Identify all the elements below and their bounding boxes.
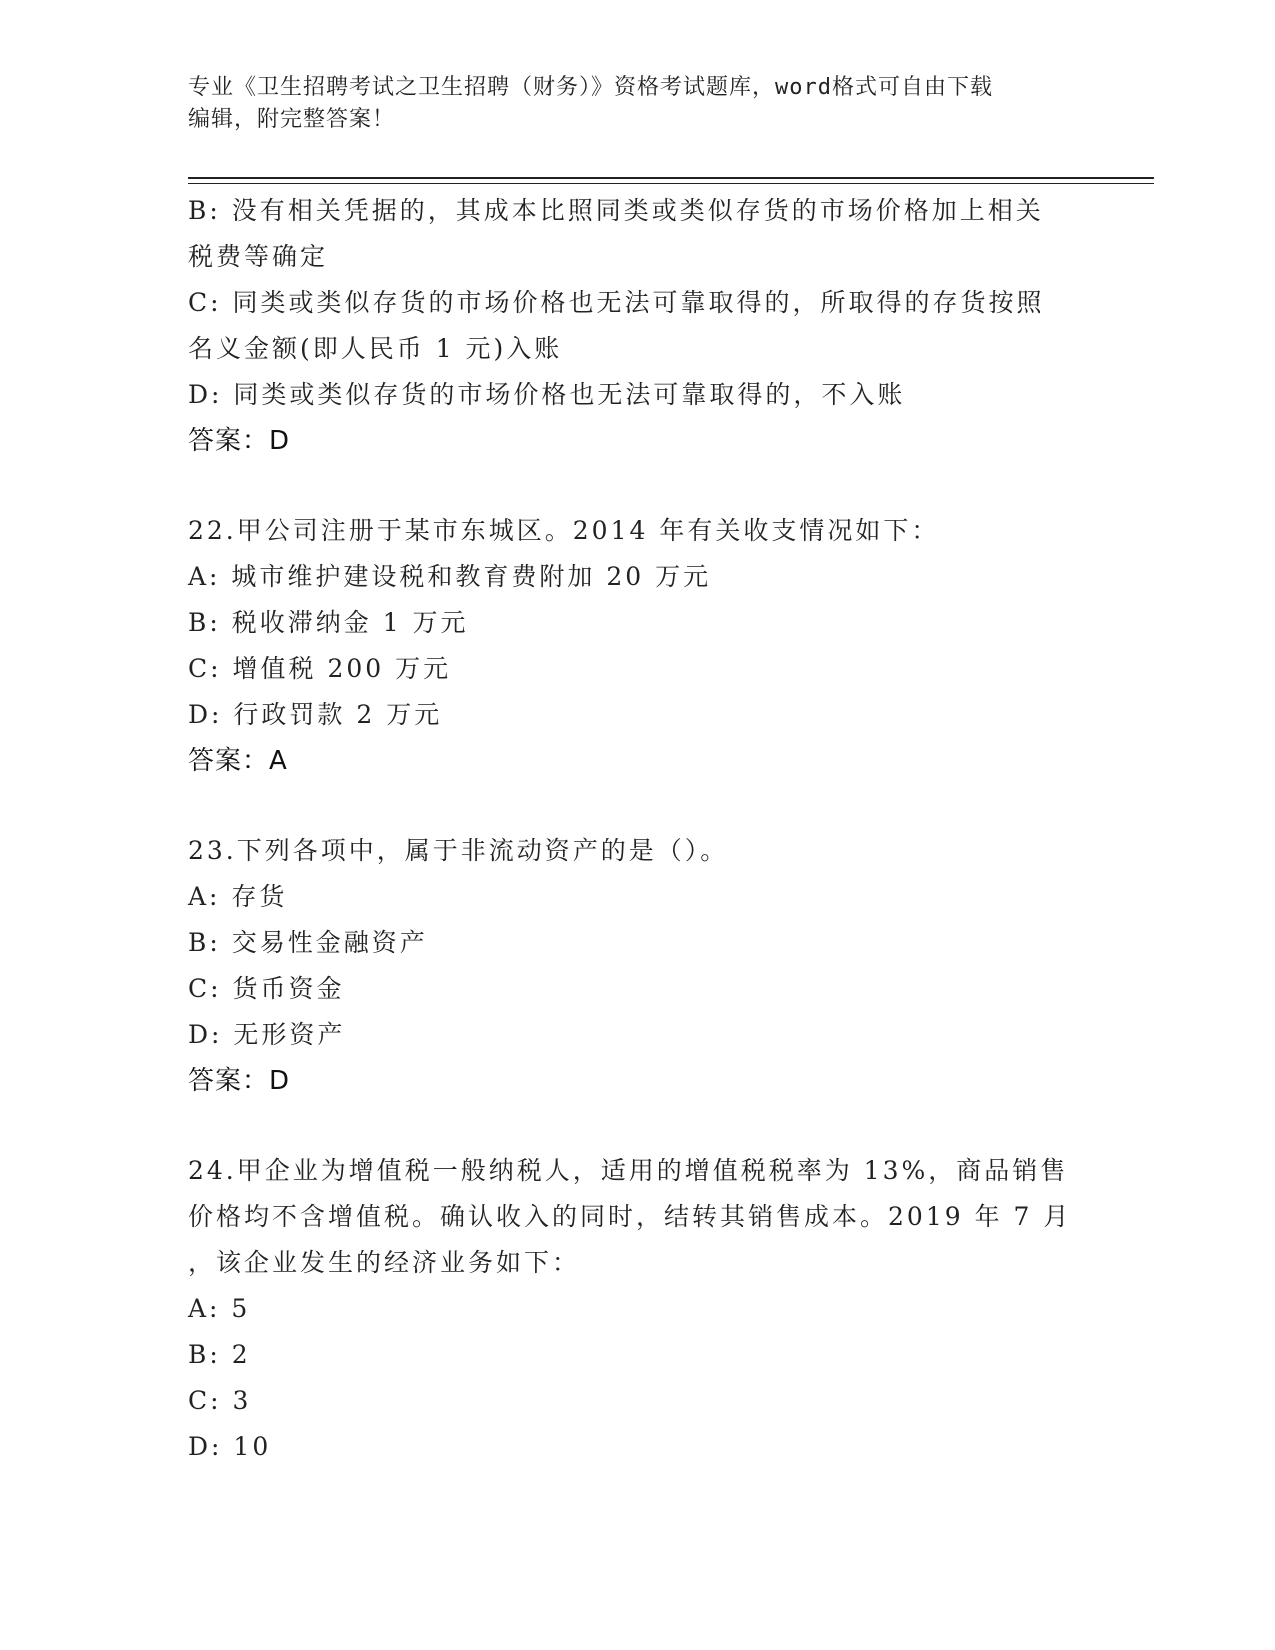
option-a: A: 存货	[188, 882, 288, 911]
option-c: C: 3	[188, 1386, 252, 1415]
option-b: B: 交易性金融资产	[188, 928, 428, 957]
header-divider-thick	[188, 177, 1154, 179]
header-divider-thin	[188, 183, 1154, 184]
question-stem: 22.甲公司注册于某市东城区。2014 年有关收支情况如下：	[188, 516, 940, 545]
option-d: D: 行政罚款 2 万元	[188, 700, 443, 729]
header-line-1: 专业《卫生招聘考试之卫生招聘（财务）》资格考试题库，word格式可自由下载	[188, 75, 993, 100]
question-23	[188, 828, 1088, 1104]
option-b-line-2: 税费等确定	[188, 242, 329, 271]
option-b: B: 2	[188, 1340, 251, 1369]
option-b: B: 税收滞纳金 1 万元	[188, 608, 469, 637]
option-c: C: 增值税 200 万元	[188, 654, 452, 683]
option-b-line-1: B: 没有相关凭据的，其成本比照同类或类似存货的市场价格加上相关	[188, 196, 1044, 225]
answer: 答案：D	[188, 1066, 291, 1096]
option-c-line-2: 名义金额(即人民币 1 元)入账	[188, 334, 563, 363]
option-a: A: 城市维护建设税和教育费附加 20 万元	[188, 562, 712, 591]
option-d: D: 同类或类似存货的市场价格也无法可靠取得的，不入账	[188, 380, 906, 409]
question-stem-line-3: ，该企业发生的经济业务如下：	[188, 1248, 581, 1277]
question-stem-line-2: 价格均不含增值税。确认收入的同时，结转其销售成本。2019 年 7 月	[188, 1202, 1072, 1231]
option-c: C: 货币资金	[188, 974, 345, 1003]
option-d: D: 10	[188, 1432, 272, 1461]
question-22	[188, 508, 1088, 784]
question-stem-line-1: 24.甲企业为增值税一般纳税人，适用的增值税税率为 13%，商品销售	[188, 1156, 1069, 1185]
question-stem: 23.下列各项中，属于非流动资产的是（）。	[188, 836, 729, 865]
option-c-line-1: C: 同类或类似存货的市场价格也无法可靠取得的，所取得的存货按照	[188, 288, 1045, 317]
question-21-continued	[188, 188, 1088, 464]
answer: 答案：D	[188, 426, 291, 456]
question-24	[188, 1148, 1088, 1470]
document-header	[188, 72, 1088, 136]
answer: 答案：A	[188, 746, 288, 776]
option-d: D: 无形资产	[188, 1020, 346, 1049]
option-a: A: 5	[188, 1294, 251, 1323]
header-line-2: 编辑，附完整答案！	[188, 107, 396, 132]
question-content	[188, 188, 1088, 1470]
